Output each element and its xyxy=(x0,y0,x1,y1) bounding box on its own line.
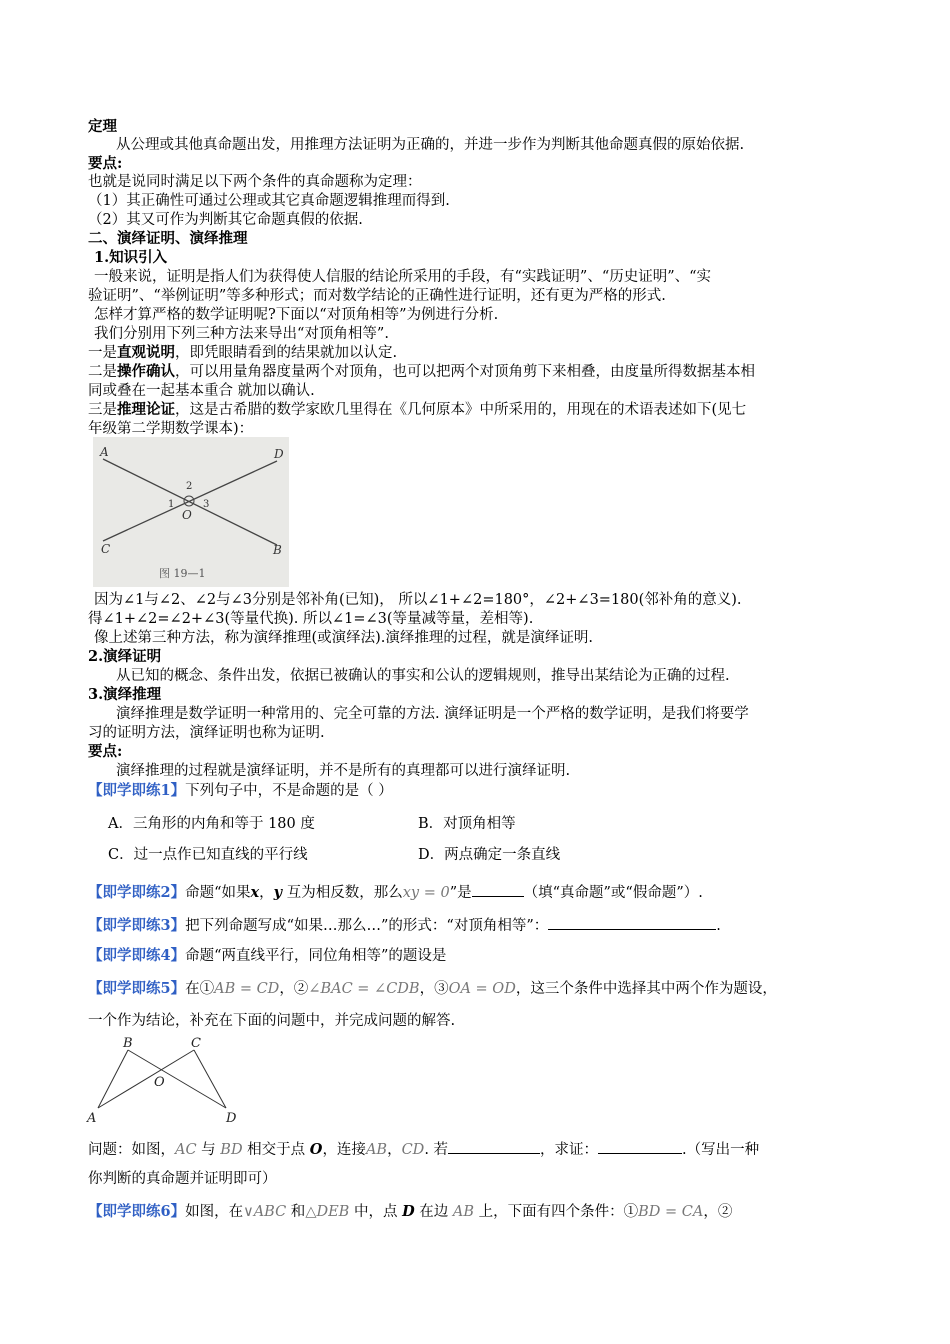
label-C: C xyxy=(101,542,111,556)
deductive-reasoning-a: 演绎推理是数学证明一种常用的、完全可靠的方法. 演绎证明是一个严格的数学证明，是我们将要学 xyxy=(116,706,749,722)
segment-BD xyxy=(128,1050,226,1108)
exercise-5-question: 问题：如图，AC 与 BD 相交于点 O，连接AB，CD. 若 ，求证： .（写出一种 xyxy=(88,1141,760,1158)
deductive-proof-def: 从已知的概念、条件出发，依据已被确认的事实和公认的逻辑规则，推导出某结论为正确的过程. xyxy=(116,668,730,684)
label-D: D xyxy=(274,447,284,461)
proof-line-1: 因为∠1与∠2、∠2与∠3分别是邻补角(已知)， 所以∠1+∠2=180°，∠2+∠3=180(邻补角的意义). xyxy=(94,592,742,608)
exercise-1-option-b: B．对顶角相等 xyxy=(418,816,516,832)
method-3: 三是推理论证，这是古希腊的数学家欧几里得在《几何原本》中所采用的，用现在的术语表述如下(见七 xyxy=(88,401,747,418)
method-3-cont: 年级第二学期数学课本)： xyxy=(88,421,254,437)
theorem-definition: 从公理或其他真命题出发，用推理方法证明为正确的，并进一步作为判断其他命题真假的原始依据. xyxy=(116,137,745,153)
proof-line-3: 像上述第三种方法，称为演绎推理(或演绎法).演绎推理的过程，就是演绎证明. xyxy=(94,630,594,646)
exercise-5-conclusion-blank[interactable] xyxy=(598,1139,682,1154)
segment-CD xyxy=(194,1050,226,1108)
paragraph-1a: 一般来说，证明是指人们为获得使人信服的结论所采用的手段，有“实践证明”、“历史证明”、“实 xyxy=(94,269,712,285)
paragraph-3: 我们分别用下列三种方法来导出“对顶角相等”. xyxy=(94,326,389,342)
exercise-1: 【即学即练1】下列句子中，不是命题的是（ ） xyxy=(88,782,393,799)
theorem-heading: 定理 xyxy=(88,118,117,135)
section2-heading: 二、演绎证明、演绎推理 xyxy=(88,230,248,247)
exercise-5-cont: 一个作为结论，补充在下面的问题中，并完成问题的解答. xyxy=(88,1013,456,1029)
label-D: D xyxy=(226,1111,237,1126)
label-angle-1: 1 xyxy=(168,499,175,510)
label-B: B xyxy=(123,1036,133,1051)
label-O: O xyxy=(154,1075,165,1090)
method-2-cont: 同或叠在一起基本重合 就加以确认. xyxy=(88,383,315,399)
exercise-2-blank[interactable] xyxy=(472,882,524,897)
exercise-6: 【即学即练6】如图，在∨ABC 和△DEB 中，点 D 在边 AB 上，下面有四个条件：①BD = CA，② xyxy=(88,1203,733,1220)
paragraph-1b: 验证明”、“举例证明”等多种形式；而对数学结论的正确性进行证明，还有更为严格的形式. xyxy=(88,288,666,304)
exercise-3: 【即学即练3】把下列命题写成“如果…那么…”的形式：“对顶角相等”： . xyxy=(88,917,721,934)
figure-vertical-angles xyxy=(93,437,289,587)
method-2: 二是操作确认，可以用量角器度量两个对顶角，也可以把两个对顶角剪下来相叠，由度量所得数据基本相 xyxy=(88,363,755,380)
exercise-2: 【即学即练2】命题“如果x，y 互为相反数，那么xy = 0”是 （填“真命题”或“假命题”）. xyxy=(88,884,703,901)
label-B: B xyxy=(273,543,282,557)
condition-2: （2）其又可作为判断其它命题真假的依据. xyxy=(88,212,363,228)
exercise-1-option-d: D．两点确定一条直线 xyxy=(418,847,561,863)
label-C: C xyxy=(191,1036,201,1051)
exercise-5-question-cont: 你判断的真命题并证明即可） xyxy=(88,1171,277,1187)
figure-caption: 图 19—1 xyxy=(159,567,206,580)
method-1: 一是直观说明，即凭眼睛看到的结果就加以认定. xyxy=(88,344,398,361)
exercise-5: 【即学即练5】在①AB = CD，②∠BAC = ∠CDB，③OA = OD，这三个条件中选择其中两个作为题设， xyxy=(88,980,777,997)
sub-heading-2: 2.演绎证明 xyxy=(88,648,162,665)
label-angle-2: 2 xyxy=(186,481,193,492)
key-points-label: 要点: xyxy=(88,155,123,172)
key-text-2: 演绎推理的过程就是演绎证明，并不是所有的真理都可以进行演绎证明. xyxy=(116,763,571,779)
label-O: O xyxy=(182,508,192,522)
exercise-1-option-a: A．三角形的内角和等于 180 度 xyxy=(108,816,315,832)
label-A: A xyxy=(100,445,109,459)
proof-line-2: 得∠1+∠2=∠2+∠3(等量代换). 所以∠1=∠3(等量减等量，差相等). xyxy=(88,611,534,627)
exercise-4: 【即学即练4】命题“两直线平行，同位角相等”的题设是 xyxy=(88,947,447,964)
condition-intro: 也就是说同时满足以下两个条件的真命题称为定理： xyxy=(88,174,422,190)
key-label-2: 要点: xyxy=(88,743,123,760)
exercise-3-blank[interactable] xyxy=(548,915,716,930)
deductive-reasoning-b: 习的证明方法，演绎证明也称为证明. xyxy=(88,725,325,741)
sub-heading-1: 1.知识引入 xyxy=(94,249,168,266)
exercise-5-condition-blank[interactable] xyxy=(448,1139,540,1154)
label-A: A xyxy=(87,1111,97,1126)
sub-heading-3: 3.演绎推理 xyxy=(88,686,162,703)
segment-CA xyxy=(98,1050,194,1108)
paragraph-2: 怎样才算严格的数学证明呢?下面以“对顶角相等”为例进行分析. xyxy=(94,307,499,323)
condition-1: （1）其正确性可通过公理或其它真命题逻辑推理而得到. xyxy=(88,193,450,209)
figure-bowtie xyxy=(86,1036,246,1126)
label-angle-3: 3 xyxy=(203,499,210,510)
exercise-1-option-c: C．过一点作已知直线的平行线 xyxy=(108,847,308,863)
